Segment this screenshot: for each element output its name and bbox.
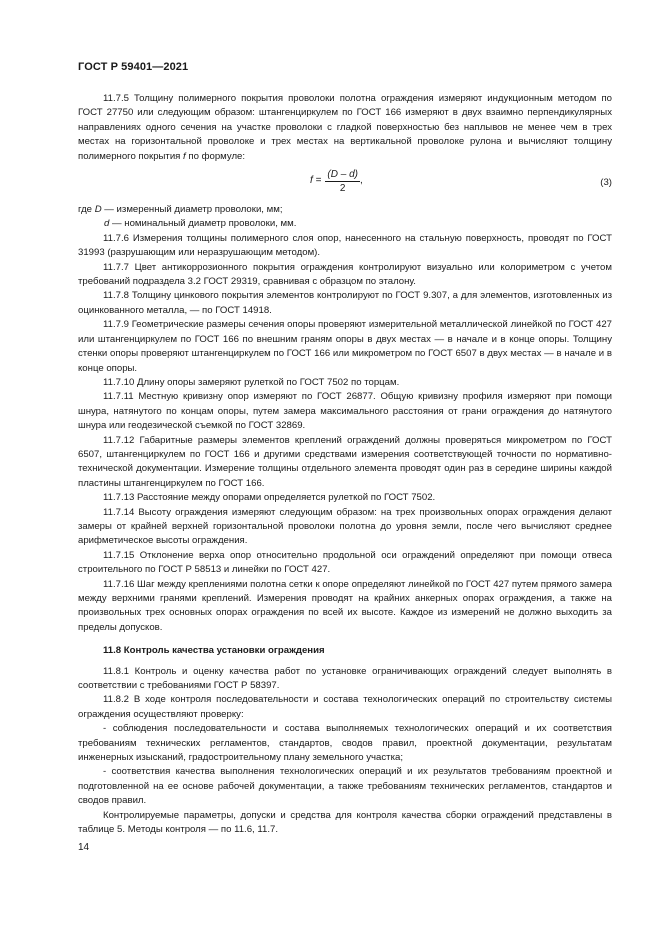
where-variable: D <box>94 204 102 216</box>
formula-trail: , <box>359 175 363 187</box>
paragraph-11-7-12: 11.7.12 Габаритные размеры элементов креплений ограждений должны проверяться микрометром по ГОСТ 6507, штангенциркулем по ГОСТ 166 и другими средствами измерения соответствующей точности по нормативно-технической документации. Измерение толщины отдельного элемента проводят один раз в середине ширины каждой пластины штангенциркулем по ГОСТ 166. <box>78 434 612 489</box>
paragraph-text: 11.7.5 Толщину полимерного покрытия проволоки полотна ограждения измеряют индукционным методом по ГОСТ 27750 или следующим образом: штангенциркулем по ГОСТ 166 измеряют в двух взаимно перпендикулярных направлениях одного сечения на участке проволоки с гладкой поверхностью без наплывов не менее чем в трех местах на горизонтальной проволоке и трех местах на вертикальной проволоке рулона и вычисляют толщину полимерного покрытия <box>78 93 612 162</box>
formula-fraction <box>325 168 360 195</box>
list-item: - соответствия качества выполнения технологических операций и их результатов требованиям проектной и подготовленной на ее основе рабочей документации, а также требованиям технических регламентов, стандартов и сводов правил. <box>78 766 612 807</box>
paragraph-11-7-9: 11.7.9 Геометрические размеры сечения опоры проверяют измерительной металлической линейкой по ГОСТ 427 или штангенциркулем по ГОСТ 166 по внешним граням опоры в двух местах — в начале и в конце опоры. Толщину стенки опоры проверяют штангенциркулем по ГОСТ 166 или микрометром по ГОСТ 6507 в двух местах — в начале и в конце опоры. <box>78 319 612 374</box>
paragraph-11-7-15: 11.7.15 Отклонение верха опор относительно продольной оси ограждений определяют при помощи отвеса строительного по ГОСТ Р 58513 и линейки по ГОСТ 427. <box>78 549 612 576</box>
formula-expression <box>310 168 363 195</box>
formula-block <box>78 166 612 199</box>
formula-variable: f <box>183 150 186 162</box>
where-variable: d <box>104 218 110 230</box>
paragraph-11-7-11: 11.7.11 Местную кривизну опор измеряют по ГОСТ 26877. Общую кривизну профиля измеряют при помощи шнура, натянутого по концам опоры, путем замера максимального расстояния от грани ограждения до натянутого шнура или геодезической съемкой по ГОСТ 32869. <box>78 391 612 432</box>
formula-denominator: 2 <box>339 183 346 195</box>
paragraph-11-8-1: 11.8.1 Контроль и оценку качества работ по установке ограничивающих ограждений следует выполнять в соответствии с требованиями ГОСТ Р 58397. <box>78 665 612 692</box>
formula-numerator: (D – d) <box>327 169 358 181</box>
page-number: 14 <box>78 842 90 853</box>
document-header: ГОСТ Р 59401—2021 <box>78 61 189 73</box>
where-prefix: где <box>78 204 93 216</box>
where-line-2 <box>78 217 612 231</box>
paragraph-11-8-2: 11.8.2 В ходе контроля последовательности и состава технологических операций по строительству системы ограждения осуществляют проверку: <box>78 694 612 720</box>
paragraph-11-7-10: 11.7.10 Длину опоры замеряют рулеткой по ГОСТ 7502 по торцам. <box>103 376 400 388</box>
where-text: — номинальный диаметр проволоки, мм. <box>112 218 297 230</box>
document-body <box>78 92 612 838</box>
where-line-1 <box>78 203 612 217</box>
paragraph-11-7-6: 11.7.6 Измерения толщины полимерного слоя опор, нанесенного на стальную поверхность, проводят по ГОСТ 31993 (разрушающим или неразрушающим методом). <box>78 232 612 259</box>
paragraph-11-7-13: 11.7.13 Расстояние между опорами определяется рулеткой по ГОСТ 7502. <box>103 492 436 504</box>
paragraph-11-7-14: 11.7.14 Высоту ограждения измеряют следующим образом: на трех произвольных опорах ограждения делают замеры от крайней верхней горизонтальной проволоки полотна до уровня земли, после чего вычисляют среднее арифметическое высоты ограждения. <box>78 506 612 547</box>
list-item: - соблюдения последовательности и состава выполняемых технологических операций и их соответствия требованиям технических регламентов, стандартов, сводов правил, проектной документации, результатам инженерных изысканий, градостроительному плану земельного участка; <box>78 723 612 764</box>
paragraph-11-7-16: 11.7.16 Шаг между креплениями полотна сетки к опоре определяют линейкой по ГОСТ 427 путем прямого замера между верхними гранями креплений. Измерения проводят на крайних анкерных опорах ограждения, а также на произвольных трех основных опорах ограждения по всей их высоте. Каждое из измерений не должно выходить за пределы допусков. <box>78 578 612 633</box>
paragraph-text: по формуле: <box>188 150 246 162</box>
paragraph-11-7-8: 11.7.8 Толщину цинкового покрытия элементов контролируют по ГОСТ 9.307, а для элементов, изготовленных из оцинкованного металла, — по ГОСТ 14918. <box>78 290 612 316</box>
where-text: — измеренный диаметр проволоки, мм; <box>104 204 283 216</box>
formula-lhs: f = <box>310 175 322 187</box>
section-title: 11.8 Контроль качества установки ограждения <box>103 645 325 657</box>
paragraph-control-params: Контролируемые параметры, допуски и средства для контроля качества сборки ограждений представлены в таблице 5. Методы контроля — по 11.6, 11.7. <box>78 809 612 836</box>
paragraph-11-7-7: 11.7.7 Цвет антикоррозионного покрытия ограждения контролируют визуально или колориметром с учетом требований подраздела 3.2 ГОСТ 29319, сравнивая с образцом по эталону. <box>78 261 612 288</box>
paragraph-11-7-5 <box>78 92 612 164</box>
formula-number: (3) <box>600 177 612 189</box>
